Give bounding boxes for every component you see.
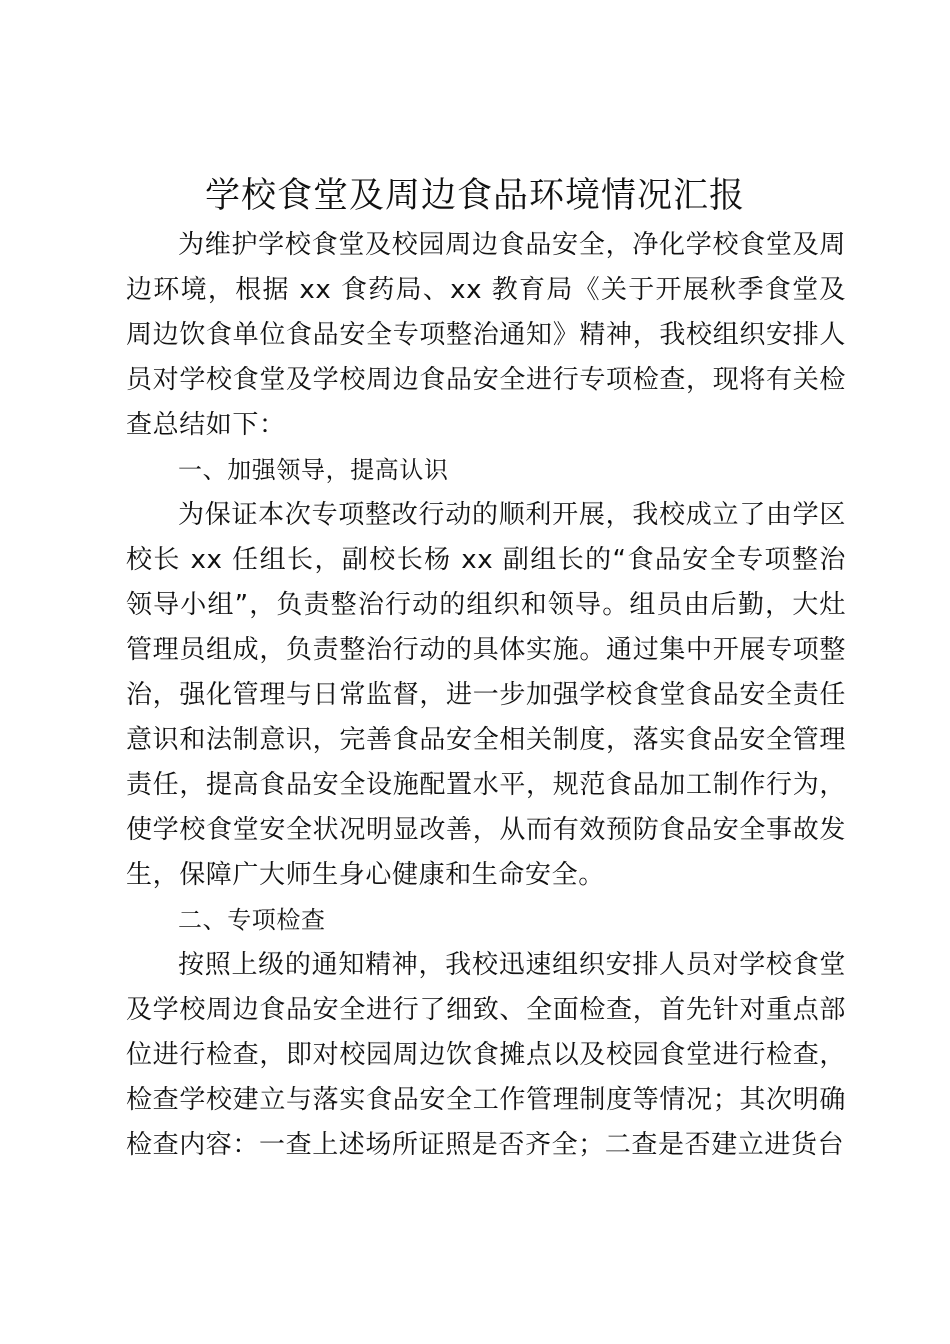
- intro-paragraph: 为维护学校食堂及校园周边食品安全，净化学校食堂及周边环境，根据 xx 食药局、xx 教育局《关于开展秋季食堂及周边饮食单位食品安全专项整治通知》精神，我校组织安排人员对学校食堂及学校周边食品安全进行专项检查，现将有关检查总结如下：: [126, 230, 846, 440]
- section-heading-2: 二、专项检查: [178, 906, 326, 934]
- section-heading-1: 一、加强领导，提高认识: [178, 456, 449, 484]
- document-title: 学校食堂及周边食品环境情况汇报: [204, 176, 745, 216]
- document-body: [126, 223, 846, 1168]
- section-2-paragraph: 按照上级的通知精神，我校迅速组织安排人员对学校食堂及学校周边食品安全进行了细致、全面检查，首先针对重点部位进行检查，即对校园周边饮食摊点以及校园食堂进行检查，检查学校建立与落实食品安全工作管理制度等情况；其次明确检查内容：一查上述场所证照是否齐全；二查是否建立进货台: [126, 950, 846, 1160]
- section-1-paragraph: 为保证本次专项整改行动的顺利开展，我校成立了由学区校长 xx 任组长，副校长杨 xx 副组长的“食品安全专项整治领导小组”，负责整治行动的组织和领导。组员由后勤，大灶管理员组成，负责整治行动的具体实施。通过集中开展专项整治，强化管理与日常监督，进一步加强学校食堂食品安全责任意识和法制意识，完善食品安全相关制度，落实食品安全管理责任，提高食品安全设施配置水平，规范食品加工制作行为，使学校食堂安全状况明显改善，从而有效预防食品安全事故发生，保障广大师生身心健康和生命安全。: [126, 500, 846, 890]
